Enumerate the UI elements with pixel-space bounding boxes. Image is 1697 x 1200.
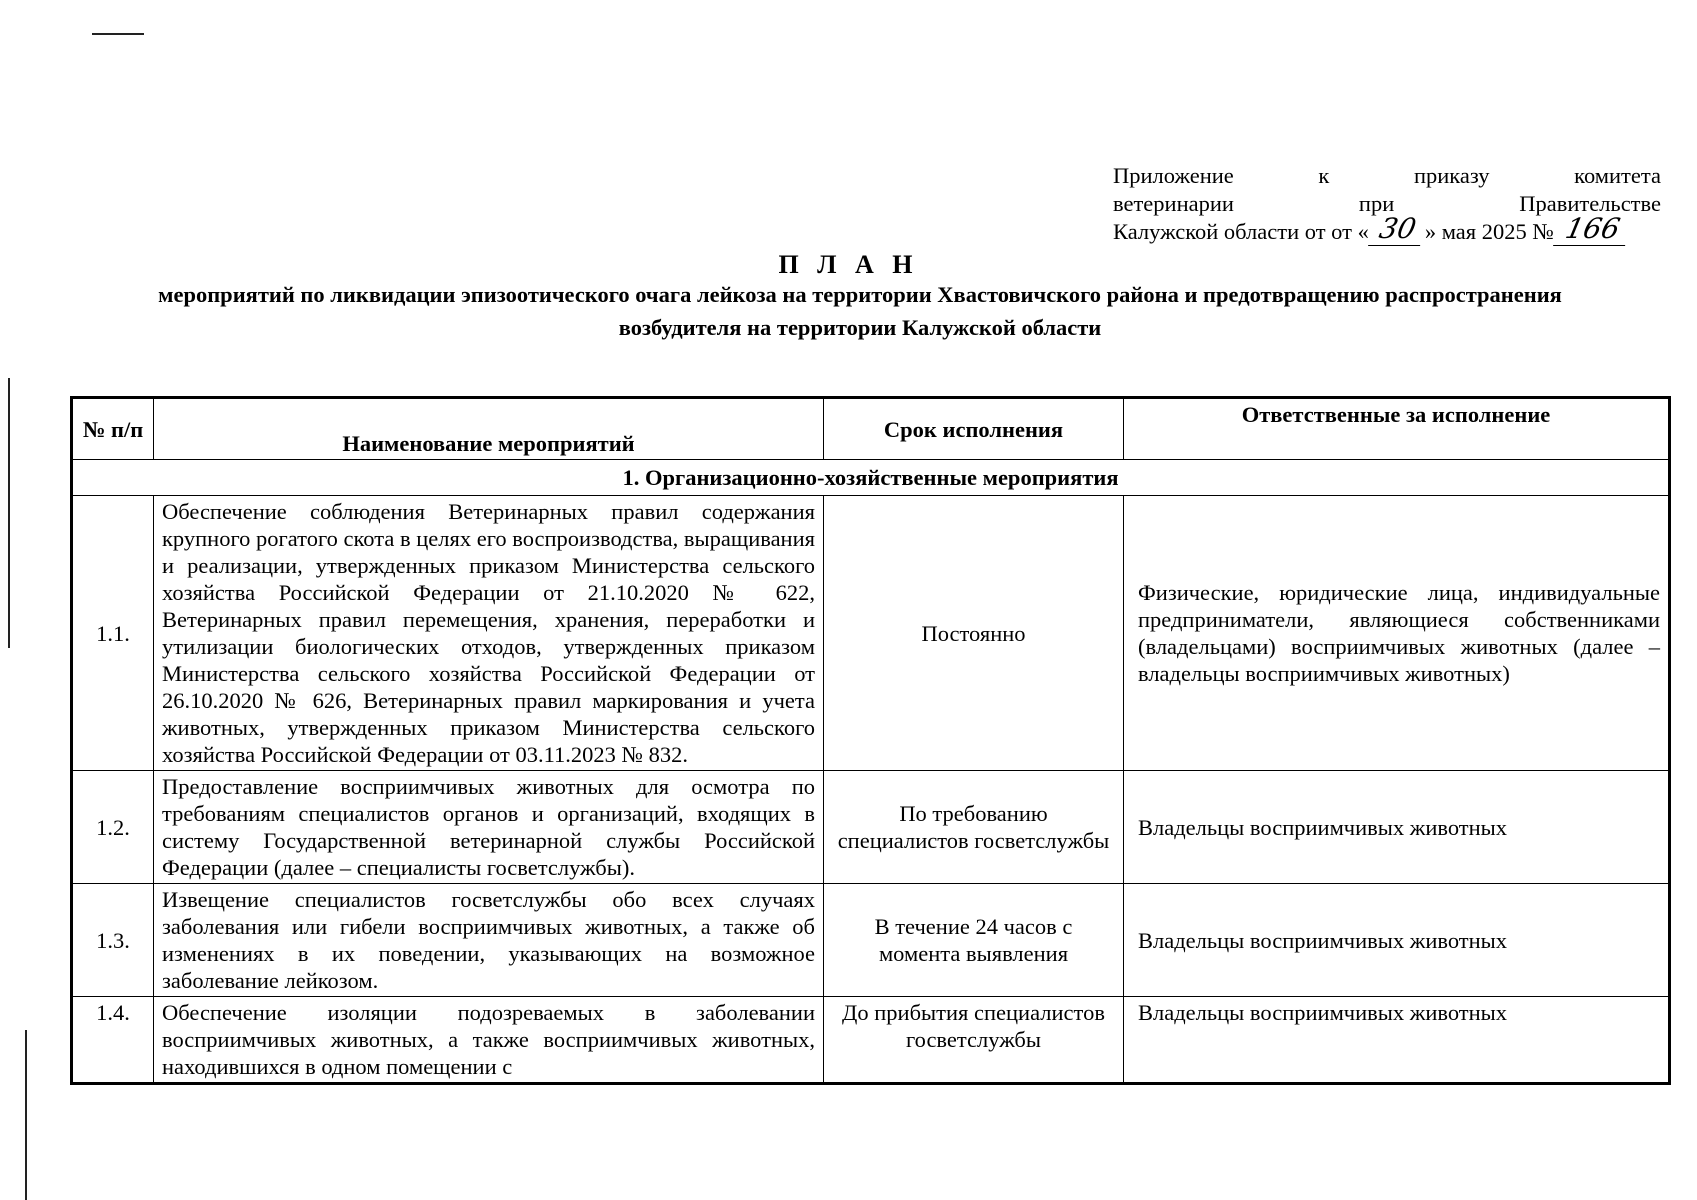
- row-name: Обеспечение соблюдения Ветеринарных правил содержания крупного рогатого скота в целях его воспроизводства, выращивания и реализации, утвержденных приказом Министерства сельского хозяйства Российской Федерации от 21.10.2020 № 622, Ветеринарных правил перемещения, хранения, переработки и утилизации биологических отходов, утвержденных приказом Министерства сельского хозяйства Российской Федерации от 26.10.2020 № 626, Ветеринарных правил маркирования и учета животных, утвержденных приказом Министерства сельского хозяйства Российской Федерации от 03.11.2023 № 832.: [154, 496, 824, 771]
- row-num: 1.1.: [72, 496, 154, 771]
- handwritten-order-number: 166: [1553, 218, 1631, 246]
- row-term: До прибытия специалистов госветслужбы: [824, 997, 1124, 1084]
- appendix-line-3: [1113, 212, 1661, 246]
- row-name: Обеспечение изоляции подозреваемых в заболевании восприимчивых животных, а также восприимчивых животных, находившихся в одном помещении с: [154, 997, 824, 1084]
- table-header-row: [72, 398, 1670, 460]
- row-num: 1.4.: [72, 997, 154, 1084]
- appendix-word: комитета: [1574, 163, 1661, 188]
- appendix-line-1: [1113, 162, 1661, 190]
- document-title: П Л А Н: [778, 250, 919, 279]
- row-responsible: Владельцы восприимчивых животных: [1124, 884, 1670, 997]
- row-name: Извещение специалистов госветслужбы обо всех случаях заболевания или гибели восприимчивых животных, а также об изменениях в их поведении, указывающих на возможное заболевание лейкозом.: [154, 884, 824, 997]
- row-name: Предоставление восприимчивых животных для осмотра по требованиям специалистов органов и организаций, входящих в систему Государственной ветеринарной службы Российской Федерации (далее – специалисты госветслужбы).: [154, 771, 824, 884]
- header-num: № п/п: [72, 398, 154, 460]
- row-num: 1.3.: [72, 884, 154, 997]
- header-term: Срок исполнения: [824, 398, 1124, 460]
- document-subtitle: мероприятий по ликвидации эпизоотического очага лейкоза на территории Хвастовичского района и предотвращению распространения возбудителя на территории Калужской области: [158, 282, 1562, 340]
- appendix-word: Правительстве: [1519, 191, 1661, 216]
- scan-mark-top-left: [92, 33, 144, 35]
- plan-table: [70, 396, 1671, 1085]
- table-row: [72, 496, 1670, 771]
- row-num: 1.2.: [72, 771, 154, 884]
- scan-mark-left-edge-lower: [25, 1030, 27, 1200]
- row-responsible: Владельцы восприимчивых животных: [1124, 997, 1670, 1084]
- section-row: [72, 460, 1670, 496]
- appendix-word: приказу: [1413, 163, 1490, 188]
- header-responsible: Ответственные за исполнение: [1124, 398, 1670, 460]
- row-responsible: Физические, юридические лица, индивидуальные предприниматели, являющиеся собственниками (владельцами) восприимчивых животных (далее – владельцы восприимчивых животных): [1124, 496, 1670, 771]
- appendix-word: ветеринарии: [1113, 191, 1234, 216]
- table-row: [72, 771, 1670, 884]
- appendix-word: к: [1318, 163, 1330, 188]
- appendix-block: [1113, 162, 1661, 246]
- row-term: По требованию специалистов госветслужбы: [824, 771, 1124, 884]
- section-title: 1. Организационно-хозяйственные мероприятия: [72, 460, 1670, 496]
- scan-mark-left-edge: [8, 378, 10, 648]
- row-responsible: Владельцы восприимчивых животных: [1124, 771, 1670, 884]
- appendix-date-prefix: Калужской области от от «: [1113, 219, 1369, 244]
- header-name: Наименование мероприятий: [154, 398, 824, 460]
- table-row: [72, 884, 1670, 997]
- appendix-date-middle: » мая 2025 №: [1424, 219, 1554, 244]
- row-term: Постоянно: [824, 496, 1124, 771]
- appendix-word: Приложение: [1113, 163, 1234, 188]
- appendix-word: при: [1358, 191, 1395, 216]
- handwritten-day: 30: [1368, 218, 1426, 246]
- row-term: В течение 24 часов с момента выявления: [824, 884, 1124, 997]
- table-row: [72, 997, 1670, 1084]
